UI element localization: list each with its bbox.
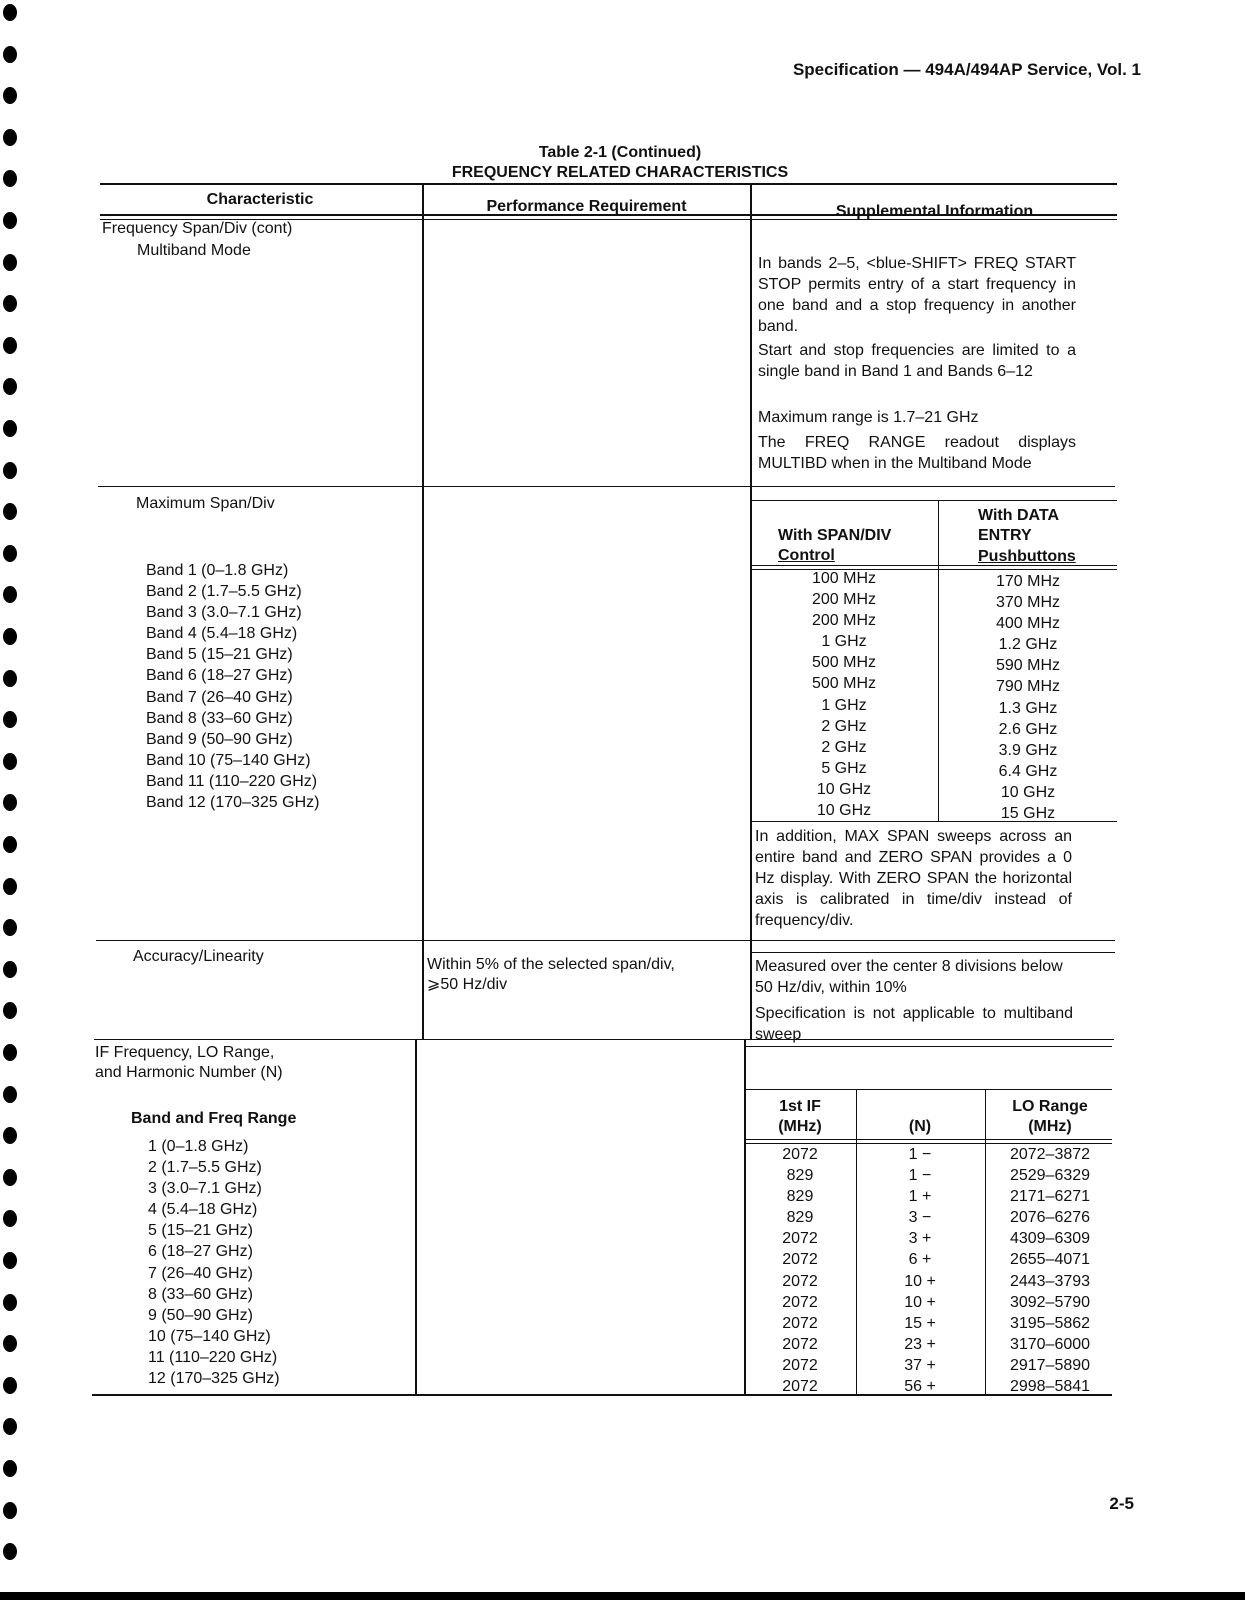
if-value: 2072 <box>782 1293 818 1311</box>
lo-range-value: 3195–5862 <box>1009 1314 1091 1332</box>
binder-hole <box>3 420 17 437</box>
band-item: Band 10 (75–140 GHz) <box>146 751 311 769</box>
lo-range-value: 2655–4071 <box>1009 1251 1091 1269</box>
data-entry-value: 10 GHz <box>1000 783 1056 801</box>
binder-hole <box>3 1294 17 1311</box>
binder-hole <box>3 1210 17 1227</box>
band-item: Band 4 (5.4–18 GHz) <box>146 625 298 643</box>
table-top-rule <box>100 183 1117 185</box>
if-value: 829 <box>786 1209 814 1227</box>
n-value: 3 + <box>908 1230 932 1248</box>
supp-accuracy-1: Measured over the center 8 divisions below 50 Hz/div, within 10% <box>755 958 1063 996</box>
if-value: 2072 <box>782 1251 818 1269</box>
span-div-control-values <box>770 568 918 821</box>
binder-hole <box>3 46 17 63</box>
n-value: 10 + <box>904 1272 936 1290</box>
span-div-value: 10 GHz <box>816 802 872 820</box>
perf-accuracy: Within 5% of the selected span/div, <box>427 956 675 973</box>
col-header-characteristic: Characteristic <box>206 191 314 208</box>
binder-hole <box>3 4 17 21</box>
span-div-value: 5 GHz <box>821 759 867 777</box>
data-entry-value: 3.9 GHz <box>998 741 1058 759</box>
table-subtitle: FREQUENCY RELATED CHARACTERISTICS <box>451 164 789 181</box>
char-accuracy-linearity: Accuracy/Linearity <box>133 948 264 965</box>
col-divider-2b <box>744 1040 746 1395</box>
col-divider-2 <box>750 184 752 1040</box>
char-maximum-span: Maximum Span/Div <box>136 495 275 512</box>
subtable-col2-head-2: ENTRY <box>978 527 1032 544</box>
data-entry-value: 1.3 GHz <box>998 699 1058 717</box>
span-div-value: 2 GHz <box>821 717 867 735</box>
binder-holes <box>0 0 24 1600</box>
if-band-item: 6 (18–27 GHz) <box>148 1243 253 1261</box>
binder-hole <box>3 1169 17 1186</box>
n-col-head: (N) <box>908 1118 932 1135</box>
subtable-col2-head: With DATA <box>978 507 1060 524</box>
span-div-value: 200 MHz <box>811 591 877 609</box>
lo-range-value: 3092–5790 <box>1009 1293 1091 1311</box>
binder-hole <box>3 254 17 271</box>
if-value: 2072 <box>782 1378 818 1396</box>
band-item: Band 6 (18–27 GHz) <box>146 667 293 685</box>
if-band-item: 12 (170–325 GHz) <box>148 1370 280 1388</box>
data-entry-value: 1.2 GHz <box>998 636 1058 654</box>
if-band-item: 9 (50–90 GHz) <box>148 1306 253 1324</box>
lo-range-values <box>995 1144 1105 1397</box>
binder-hole <box>3 670 17 687</box>
binder-hole <box>3 1377 17 1394</box>
data-entry-value: 2.6 GHz <box>998 720 1058 738</box>
binder-hole <box>3 1127 17 1144</box>
span-div-value: 200 MHz <box>811 612 877 630</box>
span-div-value: 100 MHz <box>811 570 877 587</box>
span-div-value: 500 MHz <box>811 654 877 672</box>
table-title: Table 2-1 (Continued) <box>538 144 702 161</box>
binder-hole <box>3 212 17 229</box>
data-entry-value: 790 MHz <box>995 678 1061 696</box>
page-bottom-edge <box>0 1592 1245 1600</box>
col-header-supplemental: Supplemental Information <box>835 203 1034 220</box>
n-value: 3 − <box>908 1209 932 1227</box>
binder-hole <box>3 711 17 728</box>
perf-accuracy-2: ⩾50 Hz/div <box>427 976 508 993</box>
n-value: 15 + <box>904 1314 936 1332</box>
if-band-item: 11 (110–220 GHz) <box>148 1348 278 1366</box>
supp-accuracy-2: Specification is not applicable to multiband sweep <box>755 1005 1073 1043</box>
span-div-value: 10 GHz <box>816 780 872 798</box>
n-value: 1 + <box>908 1188 932 1206</box>
binder-hole <box>3 337 17 354</box>
supp-multiband-para-4: The FREQ RANGE readout displays MULTIBD when in the Multiband Mode <box>758 434 1076 472</box>
binder-hole <box>3 503 17 520</box>
col-divider-1b <box>415 1040 417 1395</box>
binder-hole <box>3 1044 17 1061</box>
accuracy-inner-rule <box>752 952 1115 953</box>
binder-hole <box>3 170 17 187</box>
if-band-item: 4 (5.4–18 GHz) <box>148 1201 258 1219</box>
n-value: 37 + <box>904 1356 936 1374</box>
binder-hole <box>3 1543 17 1560</box>
page-header: Specification — 494A/494AP Service, Vol. 1 <box>792 60 1141 79</box>
if-value: 2072 <box>782 1356 818 1374</box>
binder-hole <box>3 794 17 811</box>
if-value: 829 <box>786 1167 814 1185</box>
band-item: Band 2 (1.7–5.5 GHz) <box>146 583 302 601</box>
data-entry-value: 400 MHz <box>995 615 1061 633</box>
binder-hole <box>3 878 17 895</box>
binder-hole <box>3 1335 17 1352</box>
binder-hole <box>3 1418 17 1435</box>
page-number: 2-5 <box>1109 1494 1134 1513</box>
binder-hole <box>3 295 17 312</box>
band-item: Band 12 (170–325 GHz) <box>146 794 320 812</box>
span-div-value: 500 MHz <box>811 675 877 693</box>
data-entry-value: 6.4 GHz <box>998 762 1058 780</box>
lo-range-value: 3170–6000 <box>1009 1335 1091 1353</box>
binder-hole <box>3 1252 17 1269</box>
n-value: 1 − <box>908 1167 932 1185</box>
char-if-frequency: IF Frequency, LO Range, <box>95 1044 275 1061</box>
row-rule-1 <box>98 486 1115 487</box>
if-col-head-2: (MHz) <box>778 1118 822 1135</box>
data-entry-value: 370 MHz <box>995 594 1061 612</box>
binder-hole <box>3 545 17 562</box>
lo-range-value: 2998–5841 <box>1009 1378 1091 1396</box>
subtable-col1-head-2: Control <box>778 547 835 564</box>
if-band-item: 10 (75–140 GHz) <box>148 1327 271 1345</box>
lo-col-head-2: (MHz) <box>1028 1118 1072 1135</box>
span-div-value: 2 GHz <box>821 738 867 756</box>
col-divider-1 <box>422 184 424 1040</box>
if-value: 829 <box>786 1188 814 1206</box>
binder-hole <box>3 919 17 936</box>
subtable-col2-head-3: Pushbuttons <box>978 548 1076 565</box>
lo-col-head: LO Range <box>1012 1098 1088 1115</box>
lo-range-value: 4309–6309 <box>1009 1230 1091 1248</box>
if-band-item: 2 (1.7–5.5 GHz) <box>148 1159 262 1177</box>
binder-hole <box>3 961 17 978</box>
binder-hole <box>3 378 17 395</box>
band-item: Band 7 (26–40 GHz) <box>146 688 293 706</box>
data-entry-value: 170 MHz <box>995 573 1061 590</box>
span-div-value: 1 GHz <box>821 633 867 651</box>
band-item: Band 5 (15–21 GHz) <box>146 646 293 664</box>
char-multiband-mode: Multiband Mode <box>137 242 251 259</box>
supp-multiband-para-3: Maximum range is 1.7–21 GHz <box>758 409 979 426</box>
if-values <box>760 1144 840 1397</box>
binder-hole <box>3 1002 17 1019</box>
if-subtable-divider-1 <box>856 1089 857 1395</box>
band-item: Band 1 (0–1.8 GHz) <box>146 562 289 579</box>
if-subtable-top-rule <box>746 1046 1112 1047</box>
subtable-col1-head: With SPAN/DIV <box>778 527 892 544</box>
binder-hole <box>3 836 17 853</box>
lo-range-value: 2443–3793 <box>1009 1272 1091 1290</box>
data-entry-value: 590 MHz <box>995 657 1061 675</box>
if-band-item: 5 (15–21 GHz) <box>148 1222 253 1240</box>
supp-multiband-para-1: In bands 2–5, <blue-SHIFT> FREQ START STOP permits entry of a start frequency in one band and a stop frequency in another band. <box>758 255 1076 335</box>
if-col-head: 1st IF <box>779 1098 821 1115</box>
data-entry-value: 15 GHz <box>1000 805 1056 823</box>
if-value: 2072 <box>782 1230 818 1248</box>
band-item: Band 9 (50–90 GHz) <box>146 730 293 748</box>
subtable-top-rule <box>752 500 1117 501</box>
row-rule-2 <box>96 940 1115 941</box>
char-frequency-span: Frequency Span/Div (cont) <box>102 220 293 237</box>
subtable-divider <box>938 500 939 821</box>
if-value: 2072 <box>782 1272 818 1290</box>
char-if-frequency-2: and Harmonic Number (N) <box>95 1064 283 1081</box>
band-item: Band 11 (110–220 GHz) <box>146 772 318 790</box>
if-subtable-head-rule <box>746 1139 1112 1140</box>
lo-range-value: 2529–6329 <box>1009 1167 1091 1185</box>
binder-hole <box>3 628 17 645</box>
band-item: Band 3 (3.0–7.1 GHz) <box>146 604 302 622</box>
lo-range-value: 2072–3872 <box>1009 1146 1091 1163</box>
binder-hole <box>3 1460 17 1477</box>
binder-hole <box>3 1502 17 1519</box>
supp-multiband-para-2: Start and stop frequencies are limited to a single band in Band 1 and Bands 6–12 <box>758 342 1076 380</box>
n-values <box>880 1144 960 1397</box>
binder-hole <box>3 462 17 479</box>
if-value: 2072 <box>782 1314 818 1332</box>
binder-hole <box>3 87 17 104</box>
if-subtable-head-top <box>746 1089 1112 1090</box>
span-div-value: 1 GHz <box>821 696 867 714</box>
data-entry-values <box>958 571 1098 824</box>
col-header-performance: Performance Requirement <box>486 198 687 215</box>
binder-hole <box>3 129 17 146</box>
if-value: 2072 <box>782 1335 818 1353</box>
if-band-item: 1 (0–1.8 GHz) <box>148 1138 249 1155</box>
if-subtable-divider-2 <box>985 1089 986 1395</box>
lo-range-value: 2917–5890 <box>1009 1356 1091 1374</box>
binder-hole <box>3 586 17 603</box>
lo-range-value: 2076–6276 <box>1009 1209 1091 1227</box>
lo-range-value: 2171–6271 <box>1009 1188 1091 1206</box>
n-value: 23 + <box>904 1335 936 1353</box>
band-item: Band 8 (33–60 GHz) <box>146 709 293 727</box>
binder-hole <box>3 753 17 770</box>
n-value: 1 − <box>908 1146 932 1163</box>
supp-max-span-note: In addition, MAX SPAN sweeps across an entire band and ZERO SPAN provides a 0 Hz display. With ZERO SPAN the horizontal axis is calibrated in time/div instead of frequency/div. <box>755 828 1072 929</box>
n-value: 6 + <box>908 1251 932 1269</box>
binder-hole <box>3 1086 17 1103</box>
if-band-item: 3 (3.0–7.1 GHz) <box>148 1180 262 1198</box>
band-freq-range-subhead: Band and Freq Range <box>131 1110 297 1127</box>
if-band-item: 8 (33–60 GHz) <box>148 1285 253 1303</box>
n-value: 56 + <box>904 1378 936 1396</box>
if-value: 2072 <box>782 1146 818 1163</box>
if-band-list <box>148 1136 280 1389</box>
if-band-item: 7 (26–40 GHz) <box>148 1264 253 1282</box>
max-span-band-list <box>146 560 319 813</box>
n-value: 10 + <box>904 1293 936 1311</box>
